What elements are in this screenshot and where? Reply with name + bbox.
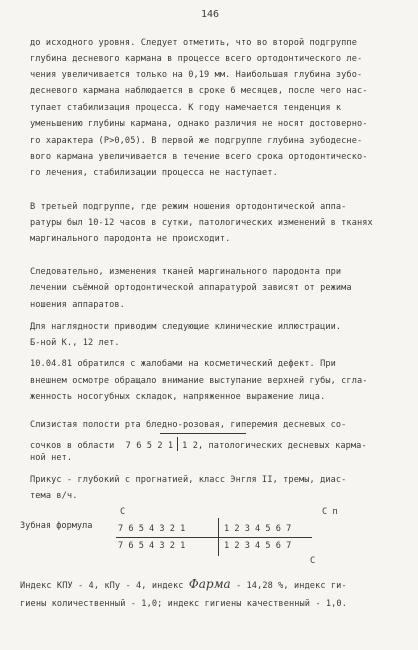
text-line-with-teeth: [30, 437, 367, 452]
text-line: десневого кармана наблюдается в сроке 6 месяцев, после чего нас-: [30, 86, 368, 96]
formula-mark: C п: [322, 507, 338, 517]
index-line: [20, 579, 347, 592]
text-fragment: Индекс КПУ - 4, кПу - 4, индекс: [20, 581, 189, 591]
text-fragment: , патологических десневых карма-: [197, 441, 367, 451]
formula-vertical-line: [218, 518, 219, 556]
formula-mark: C: [120, 507, 126, 517]
text-line: Б-ной К., 12 лет.: [30, 338, 120, 348]
text-line: уменьшению глубины кармана, однако различия не носят достоверно-: [30, 119, 368, 129]
text-line: глубина десневого кармана в процессе всего ортодонтического ле-: [30, 54, 363, 64]
text-line: женность носогубных складок, напряженное выражение лица.: [30, 392, 326, 402]
formula-label: Зубная формула: [20, 521, 93, 531]
text-line: Следовательно, изменения тканей маргинального пародонта при: [30, 267, 342, 277]
text-line: тупает стабилизация процесса. К году намечается тенденция к: [30, 103, 342, 113]
formula-upper-right: 1 2 3 4 5 6 7: [224, 524, 292, 534]
text-line: тема в/ч.: [30, 491, 78, 501]
text-line: гиены количественный - 1,0; индекс гигиены качественный - 1,0.: [20, 599, 347, 609]
text-line: маргинального пародонта не происходит.: [30, 234, 231, 244]
formula-horizontal-line: [116, 537, 312, 538]
text-line: В третьей подгруппе, где режим ношения ортодонтической аппа-: [30, 202, 347, 212]
midline-divider: [177, 437, 178, 451]
text-line: ратуры был 10-12 часов в сутки, патологических изменений в тканях: [30, 218, 373, 228]
text-line: ной нет.: [30, 453, 73, 463]
text-fragment: сочков в области: [30, 441, 115, 451]
teeth-left: 7 6 5 2 1: [125, 441, 174, 451]
text-fragment: - 14,28 %, индекс ги-: [230, 581, 347, 591]
handwritten-word: Фарма: [188, 577, 231, 591]
teeth-right: 1 2: [182, 441, 198, 451]
text-line: чения увеличивается только на 0,19 мм. Наибольшая глубина зубо-: [30, 70, 363, 80]
formula-mark: C: [310, 556, 316, 566]
text-line: лечении съёмной ортодонтической аппаратурой зависят от режима: [30, 283, 352, 293]
text-line: го лечения, стабилизации процесса не наступает.: [30, 168, 278, 178]
text-line: внешнем осмотре обращало внимание выступание верхней губы, сгла-: [30, 376, 368, 386]
teeth-overline: [160, 433, 246, 434]
text-line: го характера (Р>0,05). В первой же подгруппе глубина зубодесне-: [30, 136, 363, 146]
text-line: ношения аппаратов.: [30, 300, 125, 310]
text-line: Для наглядности приводим следующие клинические иллюстрации.: [30, 322, 342, 332]
text-line: вого кармана увеличивается в течение всего срока ортодонтическо-: [30, 152, 368, 162]
formula-lower-right: 1 2 3 4 5 6 7: [224, 541, 292, 551]
text-line: Слизистая полости рта бледно-розовая, гиперемия десневых со-: [30, 420, 347, 430]
formula-upper-left: 7 6 5 4 3 2 1: [118, 524, 186, 534]
page-number: 146: [201, 9, 220, 20]
formula-lower-left: 7 6 5 4 3 2 1: [118, 541, 186, 551]
text-line: 10.04.81 обратился с жалобами на косметический дефект. При: [30, 359, 336, 369]
text-line: Прикус - глубокий с прогнатией, класс Энгля II, тремы, диас-: [30, 475, 347, 485]
text-line: до исходного уровня. Следует отметить, что во второй подгруппе: [30, 38, 357, 48]
